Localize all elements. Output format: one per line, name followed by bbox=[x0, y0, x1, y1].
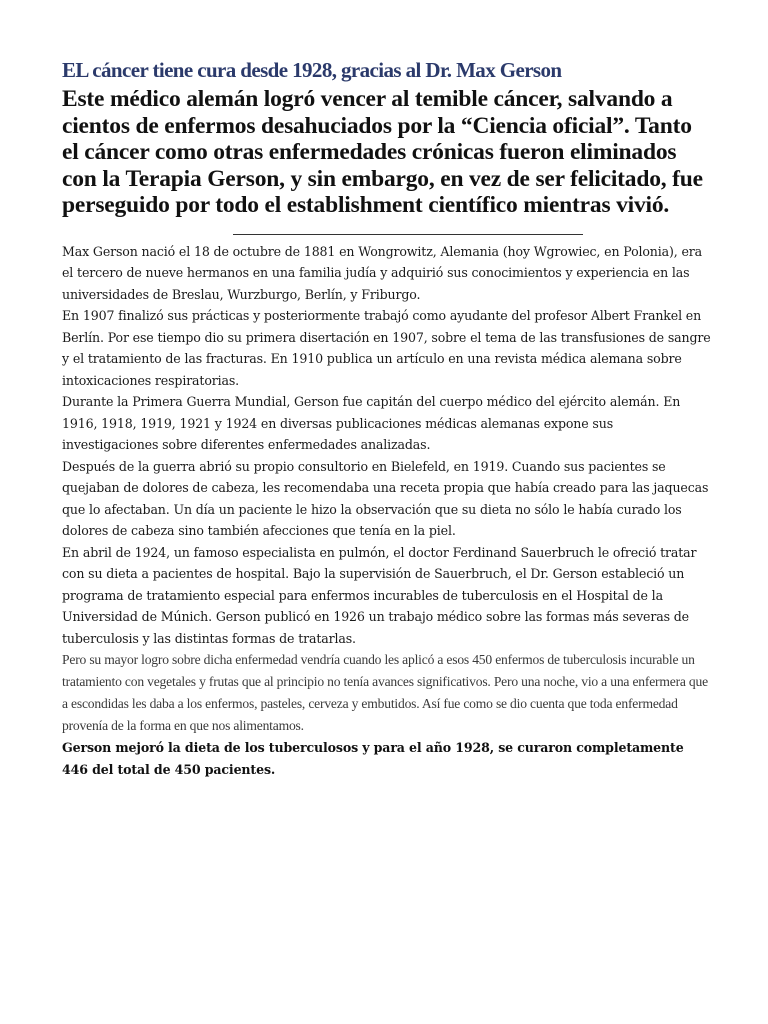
paragraph-early-career: En 1907 finalizó sus prácticas y posteriormente trabajó como ayudante del profesor Albert Frankel en Berlín. Por ese tiempo dio su primera disertación en 1907, sobre el tema de las transfusiones de sangre y el tratamiento de las fracturas. En 1910 publica un artículo en una revista médica alemana sobre intoxicaciones respiratorias. bbox=[62, 308, 711, 388]
paragraph-birth: Max Gerson nació el 18 de octubre de 1881 en Wongrowitz, Alemania (hoy Wgrowiec, en Polonia), era el tercero de nueve hermanos en una familia judía y adquirió sus conocimientos y experiencia en las universidades de Breslau, Wurzburgo, Berlín, y Friburgo. bbox=[62, 243, 703, 302]
paragraph-bielefeld: Después de la guerra abrió su propio consultorio en Bielefeld, en 1919. Cuando sus pacientes se quejaban de dolores de cabeza, les recomendaba una receta propia que había creado para las jaquecas que lo afectaban. Un día un paciente le hizo la observación que su dieta no sólo le había curado los dolores de cabeza sino también afecciones que tenía en la piel. bbox=[62, 458, 709, 538]
article-headline: Este médico alemán logró vencer al temible cáncer, salvando a cientos de enfermos desahuciados por la “Ciencia oficial”. Tanto el cáncer como otras enfermedades crónicas fueron eliminados con la Terapia Gerson, y sin embargo, en vez de ser felicitado, fue perseguido por todo el establishment científico mientras vivió. bbox=[62, 86, 703, 218]
paragraph-discovery: Pero su mayor logro sobre dicha enfermedad vendría cuando les aplicó a esos 450 enfermos de tuberculosis incurable un tratamiento con vegetales y frutas que al principio no tenía avances significativos. Pero una noche, vio a una enfermera que a escondidas les daba a los enfermos, pasteles, cerveza y embutidos. Así fue como se dio cuenta que toda enfermedad provenía de la forma en que nos alimentamos. bbox=[62, 652, 708, 733]
paragraph-war: Durante la Primera Guerra Mundial, Gerson fue capitán del cuerpo médico del ejército alemán. En 1916, 1918, 1919, 1921 y 1924 en diversas publicaciones médicas alemanas expone sus investigaciones sobre diferentes enfermedades analizadas. bbox=[62, 394, 681, 452]
article bbox=[62, 56, 712, 780]
article-kicker: EL cáncer tiene cura desde 1928, gracias al Dr. Max Gerson bbox=[62, 58, 562, 82]
paragraph-result: Gerson mejoró la dieta de los tuberculosos y para el año 1928, se curaron completamente 446 del total de 450 pacientes. bbox=[62, 740, 684, 777]
separator-rule bbox=[233, 234, 583, 235]
article-body bbox=[62, 241, 712, 781]
paragraph-sauerbruch: En abril de 1924, un famoso especialista en pulmón, el doctor Ferdinand Sauerbruch le ofreció tratar con su dieta a pacientes de hospital. Bajo la supervisión de Sauerbruch, el Dr. Gerson estableció un programa de tratamiento especial para enfermos incurables de tuberculosis en el Hospital de la Universidad de Múnich. Gerson publicó en 1926 un trabajo médico sobre las formas más severas de tuberculosis y las distintas formas de tratarlas. bbox=[62, 544, 697, 646]
